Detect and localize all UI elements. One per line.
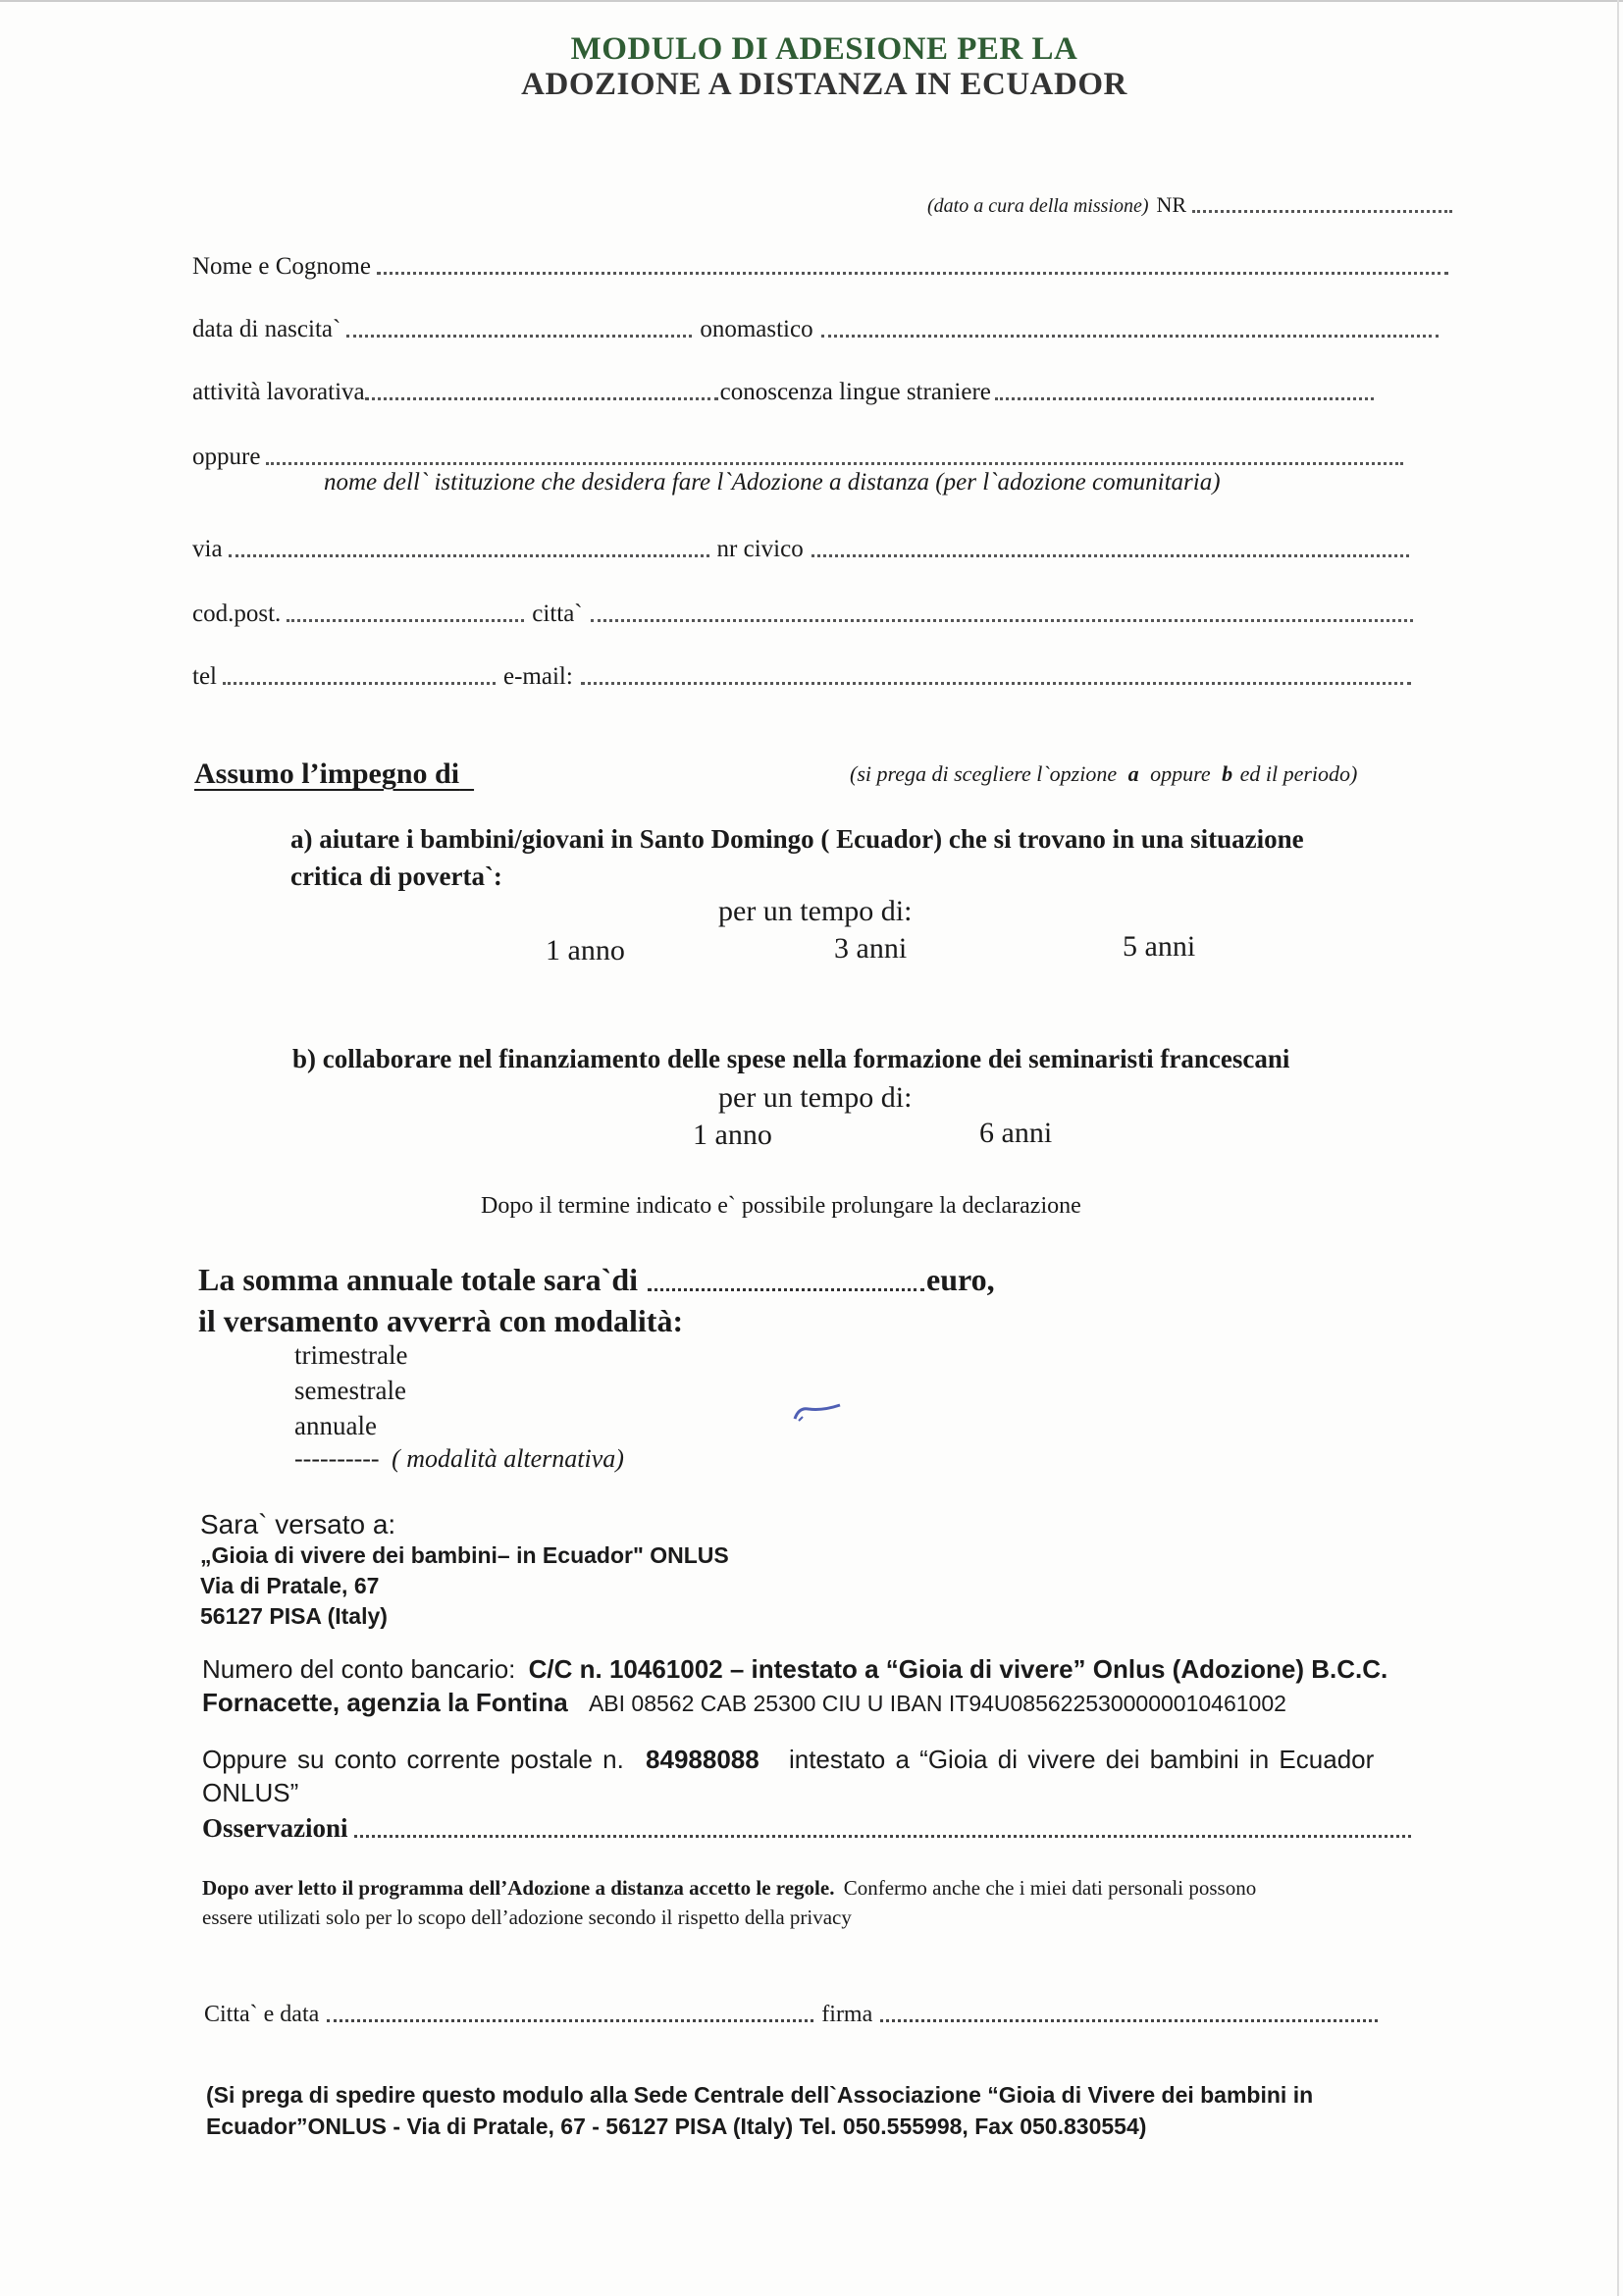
- lingue-field[interactable]: [995, 397, 1374, 400]
- postale-prefix: Oppure su conto corrente postale n.: [202, 1745, 624, 1774]
- versato-heading: Sara` versato a:: [200, 1509, 396, 1539]
- citta-label: citta`: [532, 600, 583, 627]
- option-a-tempo-label: per un tempo di:: [718, 895, 913, 927]
- firma-row: [204, 2002, 1378, 2028]
- istituzione-note: nome dell` istituzione che desidera fare l`Adozione a distanza (per l`adozione comunitaria): [324, 469, 1221, 496]
- row-nome: [192, 249, 1448, 281]
- osservazioni-row: [202, 1813, 1411, 1844]
- option-a-period-1[interactable]: 1 anno: [546, 934, 625, 966]
- form-title-line1: MODULO DI ADESIONE PER LA: [570, 31, 1078, 67]
- firma-label: firma: [821, 2002, 873, 2027]
- impegno-note-end: ed il periodo): [1239, 761, 1358, 786]
- bank-codes: ABI 08562 CAB 25300 CIU U IBAN IT94U0856225300000010461002: [588, 1691, 1286, 1716]
- option-a-line1[interactable]: a) aiutare i bambini/giovani in Santo Domingo ( Ecuador) che si trovano in una situazione: [290, 824, 1304, 854]
- somma-field[interactable]: [648, 1288, 924, 1291]
- mission-note: (dato a cura della missione): [927, 195, 1149, 217]
- attivita-field[interactable]: [365, 397, 718, 400]
- nr-civico-field[interactable]: [812, 554, 1409, 557]
- attivita-label: attività lavorativa: [192, 379, 365, 405]
- alt-label: ( modalità alternativa): [392, 1444, 624, 1473]
- firma-field[interactable]: [880, 2019, 1378, 2022]
- versato-street: Via di Pratale, 67: [200, 1573, 380, 1598]
- modalita-semestrale[interactable]: semestrale: [294, 1376, 406, 1405]
- row-nascita: [192, 312, 1439, 343]
- bank-account: C/C n. 10461002 – intestato a “Gioia di vivere” Onlus (Adozione) B.C.C.: [528, 1654, 1388, 1684]
- option-b[interactable]: b) collaborare nel finanziamento delle spese nella formazione dei seminaristi francescani: [292, 1044, 1290, 1073]
- versato-org: „Gioia di vivere dei bambini– in Ecuador" ONLUS: [200, 1542, 729, 1568]
- somma-row: [198, 1262, 1032, 1298]
- postale-number: 84988088: [646, 1745, 759, 1774]
- modalita-annuale[interactable]: annuale: [294, 1411, 377, 1440]
- prolungare-note: Dopo il termine indicato e` possibile prolungare la declarazione: [481, 1193, 1081, 1219]
- option-a-period-2[interactable]: 3 anni: [834, 932, 908, 965]
- footer-line2: Ecuador”ONLUS - Via di Pratale, 67 - 56127 PISA (Italy) Tel. 050.555998, Fax 050.830554): [206, 2113, 1147, 2139]
- row-via: [192, 532, 1409, 563]
- email-field[interactable]: [581, 682, 1411, 685]
- impegno-heading-text: Assumo l’impegno di: [194, 757, 460, 790]
- option-a-line2: critica di poverta`:: [290, 861, 502, 891]
- osservazioni-label: Osservazioni: [202, 1813, 348, 1843]
- citta-field[interactable]: [591, 619, 1413, 622]
- postale-line1: [202, 1745, 1374, 1775]
- row-attivita: [192, 375, 1374, 406]
- lingue-label: conoscenza lingue straniere: [719, 379, 991, 405]
- privacy-line2: essere utilizati solo per lo scopo dell’adozione secondo il rispetto della privacy: [202, 1905, 852, 1929]
- cod-post-field[interactable]: [287, 619, 524, 622]
- row-tel: [192, 659, 1411, 691]
- modalita-trimestrale[interactable]: trimestrale: [294, 1340, 408, 1370]
- alt-dashes: ----------: [294, 1444, 380, 1473]
- istituzione-field[interactable]: [266, 462, 1403, 465]
- mission-nr-row: [927, 192, 1452, 218]
- nr-field[interactable]: [1192, 210, 1452, 213]
- impegno-note-a: a: [1127, 761, 1139, 786]
- row-oppure: [192, 440, 1403, 471]
- bank-line2: [202, 1688, 1286, 1718]
- citta-data-label: Citta` e data: [204, 2002, 320, 2027]
- postale-suffix: intestato a “Gioia di vivere dei bambini in Ecuador: [788, 1745, 1375, 1774]
- privacy-line1: [202, 1876, 1256, 1901]
- pen-mark: [789, 1397, 848, 1427]
- postale-line2: ONLUS”: [202, 1778, 299, 1807]
- onomastico-label: onomastico: [700, 316, 813, 342]
- impegno-note-mid: oppure: [1150, 761, 1211, 786]
- impegno-note-start: (si prega di scegliere l`opzione: [850, 761, 1118, 786]
- row-codpost: [192, 597, 1413, 628]
- impegno-note: [850, 761, 1357, 787]
- footer-line1: (Si prega di spedire questo modulo alla Sede Centrale dell`Associazione “Gioia di Vivere dei bambini in: [206, 2082, 1314, 2108]
- cod-post-label: cod.post.: [192, 600, 282, 627]
- scan-border-top: [0, 0, 1623, 2]
- privacy-bold: Dopo aver letto il programma dell’Adozione a distanza accetto le regole.: [202, 1876, 835, 1900]
- impegno-heading: [194, 757, 474, 791]
- data-nascita-label: data di nascita`: [192, 316, 341, 342]
- citta-data-field[interactable]: [327, 2019, 813, 2022]
- tel-label: tel: [192, 663, 217, 690]
- option-b-period-1[interactable]: 1 anno: [693, 1119, 772, 1151]
- privacy-rest: Confermo anche che i miei dati personali possono: [843, 1876, 1257, 1900]
- impegno-note-b: b: [1222, 761, 1233, 786]
- option-a-period-3[interactable]: 5 anni: [1123, 930, 1196, 963]
- via-field[interactable]: [229, 554, 709, 557]
- osservazioni-field[interactable]: [354, 1835, 1412, 1838]
- nr-civico-label: nr civico: [716, 536, 804, 562]
- via-label: via: [192, 536, 223, 562]
- email-label: e-mail:: [503, 663, 573, 690]
- scan-border-right: [1617, 0, 1619, 2296]
- option-b-tempo-label: per un tempo di:: [718, 1081, 913, 1114]
- bank-prefix: Numero del conto bancario:: [202, 1654, 516, 1684]
- data-nascita-field[interactable]: [346, 335, 692, 338]
- bank-line1: [202, 1654, 1387, 1685]
- somma-label: La somma annuale totale sara`di: [198, 1262, 638, 1297]
- bank-branch: Fornacette, agenzia la Fontina: [202, 1688, 568, 1717]
- modalita-alternativa[interactable]: [294, 1444, 624, 1474]
- form-title-line2: ADOZIONE A DISTANZA IN ECUADOR: [521, 67, 1127, 102]
- nr-label: NR: [1156, 192, 1187, 217]
- tel-field[interactable]: [223, 682, 496, 685]
- nome-label: Nome e Cognome: [192, 253, 371, 280]
- oppure-label: oppure: [192, 444, 261, 470]
- versato-city: 56127 PISA (Italy): [200, 1603, 388, 1629]
- onomastico-field[interactable]: [821, 335, 1439, 338]
- option-b-period-2[interactable]: 6 anni: [979, 1117, 1053, 1149]
- somma-unit: euro,: [926, 1262, 995, 1297]
- versamento-label: il versamento avverrà con modalità:: [198, 1303, 684, 1338]
- nome-field[interactable]: [377, 272, 1448, 275]
